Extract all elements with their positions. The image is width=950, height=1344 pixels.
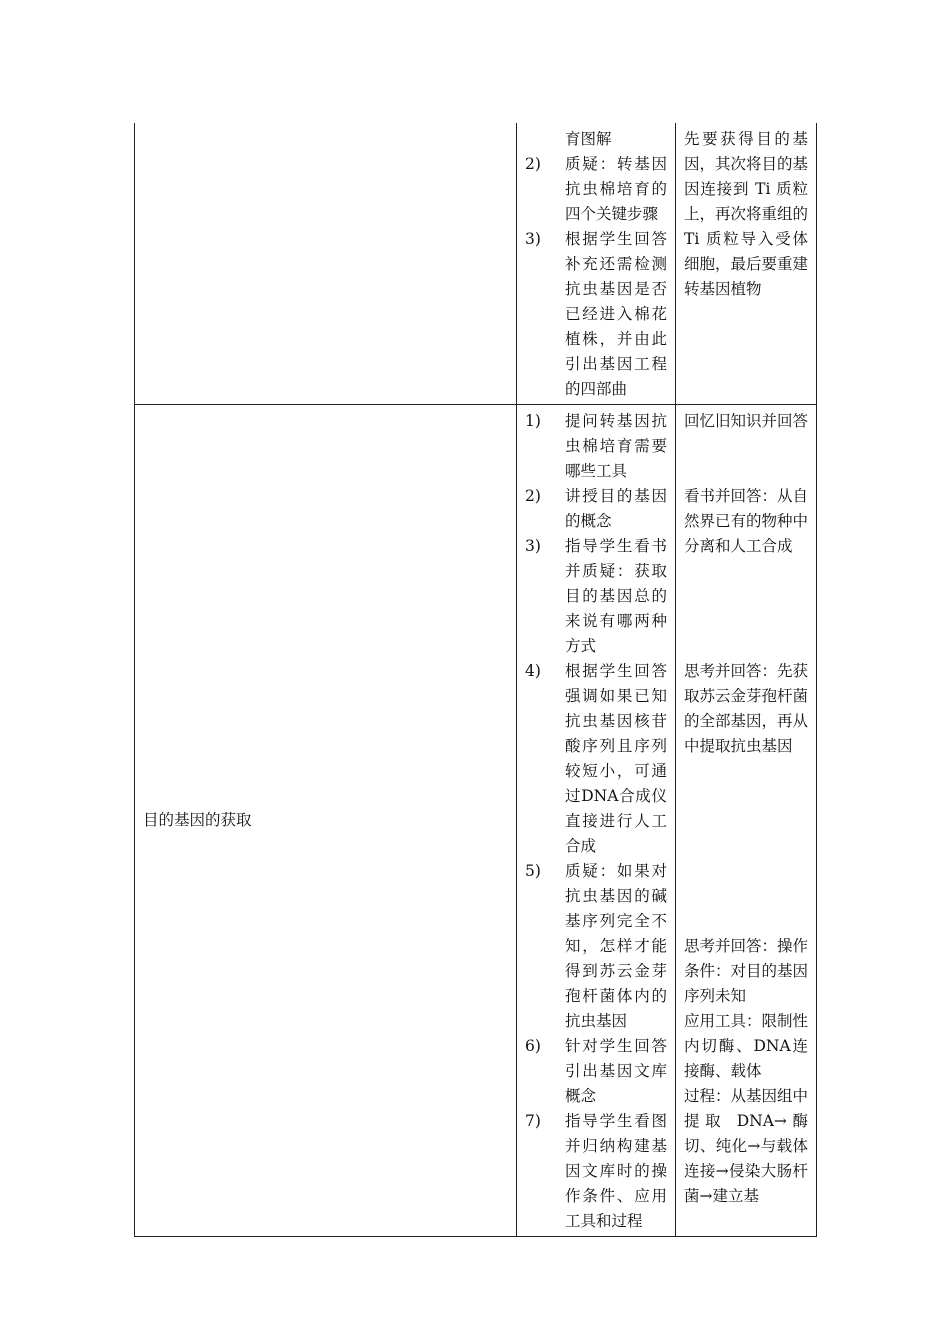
student-response: 看书并回答：从自然界已有的物种中分离和人工合成 xyxy=(684,487,809,555)
step-text: 指导学生看书并质疑：获取目的基因总的来说有哪两种方式 xyxy=(565,537,667,655)
teacher-step xyxy=(525,152,667,227)
table-row xyxy=(135,405,817,1237)
step-number: 3) xyxy=(525,230,541,248)
step-text: 提问转基因抗虫棉培育需要哪些工具 xyxy=(565,412,667,480)
table-row xyxy=(135,123,817,405)
teacher-activity-cell xyxy=(517,405,676,1237)
teacher-step xyxy=(525,1034,667,1109)
teacher-step xyxy=(525,659,667,859)
student-response: 思考并回答：操作条件：对目的基因序列未知 xyxy=(684,937,809,1005)
teacher-step xyxy=(525,227,667,402)
step-number: 1) xyxy=(525,412,541,430)
step-number: 3) xyxy=(525,537,541,555)
step-number: 6) xyxy=(525,1037,541,1055)
student-response: 先要获得目的基因，其次将目的基因连接到 Ti 质粒上，再次将重组的 Ti 质粒导入受体细胞，最后要重建转基因植物 xyxy=(684,130,809,298)
step-text: 根据学生回答强调如果已知抗虫基因核苷酸序列且序列较短小，可通过DNA合成仪直接进行人工合成 xyxy=(565,662,667,855)
topic-cell xyxy=(135,123,517,405)
step-text: 讲授目的基因的概念 xyxy=(565,487,667,530)
teacher-activity-cell xyxy=(517,123,676,405)
teacher-step xyxy=(525,1109,667,1234)
teacher-step-continuation: 育图解 xyxy=(565,130,612,148)
teacher-step xyxy=(525,859,667,1034)
student-activity-cell xyxy=(676,405,817,1237)
step-number: 2) xyxy=(525,487,541,505)
step-number: 5) xyxy=(525,862,541,880)
student-response: 回忆旧知识并回答 xyxy=(684,412,809,430)
step-text: 指导学生看图并归纳构建基因文库时的操作条件、应用工具和过程 xyxy=(565,1112,667,1230)
step-number: 4) xyxy=(525,662,541,680)
step-number: 2) xyxy=(525,155,541,173)
teacher-step xyxy=(525,484,667,534)
teacher-step xyxy=(525,534,667,659)
student-response: 过程：从基因组中提取 DNA→酶切、纯化→与载体连接→侵染大肠杆菌→建立基 xyxy=(684,1087,809,1205)
step-number: 7) xyxy=(525,1112,541,1130)
step-text: 质疑：转基因抗虫棉培育的四个关键步骤 xyxy=(565,155,667,223)
teacher-step xyxy=(525,409,667,484)
student-response: 思考并回答：先获取苏云金芽孢杆菌的全部基因，再从中提取抗虫基因 xyxy=(684,662,809,755)
step-text: 针对学生回答引出基因文库概念 xyxy=(565,1037,667,1105)
student-response: 应用工具：限制性内切酶、DNA连接酶、载体 xyxy=(684,1012,809,1080)
topic-cell: 目的基因的获取 xyxy=(135,405,517,1237)
student-activity-cell xyxy=(676,123,817,405)
step-text: 根据学生回答补充还需检测抗虫基因是否已经进入棉花植株，并由此引出基因工程的四部曲 xyxy=(565,230,667,398)
step-text: 质疑：如果对抗虫基因的碱基序列完全不知，怎样才能得到苏云金芽孢杆菌体内的抗虫基因 xyxy=(565,862,667,1030)
lesson-plan-table xyxy=(134,123,817,1237)
